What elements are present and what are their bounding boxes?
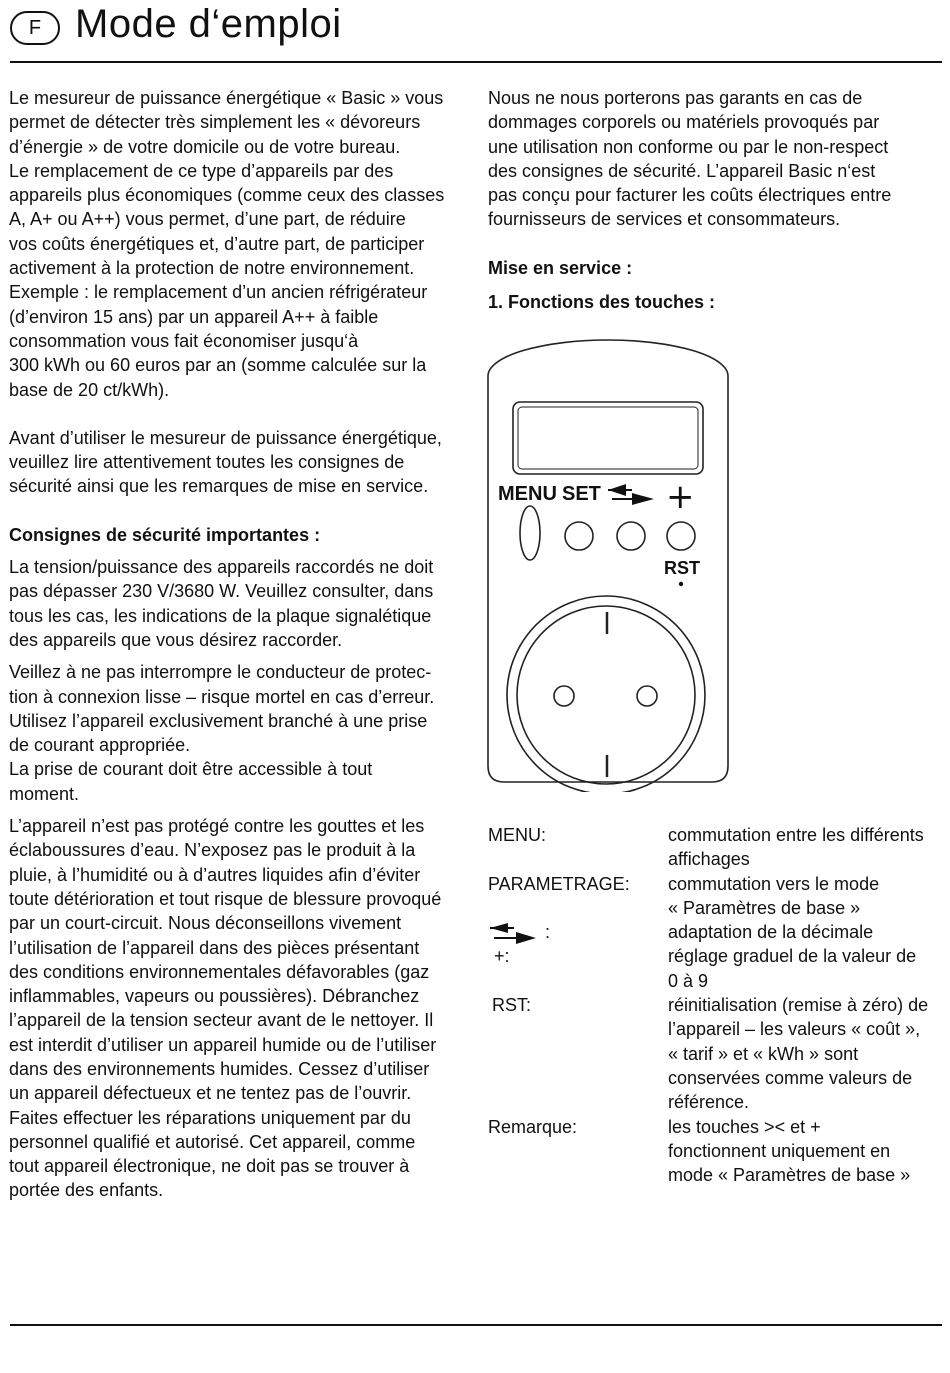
before-use-paragraph <box>9 426 474 499</box>
legend-term: : <box>545 922 551 943</box>
text-line: des appareils que vous désirez raccorder. <box>9 629 343 650</box>
text-line: dommages corporels ou matériels provoqués par <box>488 112 880 133</box>
text-line: permet de détecter très simplement les « dévoreurs <box>9 112 421 133</box>
text-line: des conditions environnementales défavorables (gaz <box>9 961 430 982</box>
legend-row-menu <box>488 823 948 872</box>
legend-desc-line: réglage graduel de la valeur de <box>668 946 917 967</box>
lcd-display <box>513 402 703 474</box>
plus-button <box>667 522 695 550</box>
text-line: Avant d’utiliser le mesureur de puissance énergétique, <box>9 427 442 448</box>
text-line: éclaboussures d’eau. N’exposez pas le produit à la <box>9 840 416 861</box>
text-line: activement à la protection de notre environnement. <box>9 258 415 279</box>
text-line: Utilisez l’appareil exclusivement branché à une prise <box>9 710 428 731</box>
liability-paragraph <box>488 86 943 232</box>
legend-desc-line: « Paramètres de base » <box>668 897 861 918</box>
text-line: appareils plus économiques (comme ceux des classes <box>9 185 445 206</box>
key-functions-heading: 1. Fonctions des touches : <box>488 292 716 313</box>
legend-desc-line: « tarif » et « kWh » sont <box>668 1043 859 1064</box>
legend-row-arrows <box>488 920 948 944</box>
text-line: de courant appropriée. <box>9 735 191 756</box>
language-badge: F <box>10 11 60 45</box>
decimal-arrows-icon <box>488 922 540 944</box>
text-line: veuillez lire attentivement toutes les consignes de <box>9 452 405 473</box>
header-rule <box>10 61 942 63</box>
rst-hole <box>679 582 683 586</box>
legend-desc-line: réinitialisation (remise à zéro) de <box>668 995 929 1016</box>
text-line: tion à connexion lisse – risque mortel en cas d’erreur. <box>9 686 435 707</box>
legend-desc-line: commutation entre les différents <box>668 825 924 845</box>
legend-desc-line: mode « Paramètres de base » <box>668 1165 911 1186</box>
text-line: l’appareil de la tension secteur avant de le nettoyer. Il <box>9 1010 434 1031</box>
set-button <box>565 522 593 550</box>
text-line: 300 kWh ou 60 euros par an (somme calculée sur la <box>9 355 427 376</box>
text-line: pas conçu pour facturer les coûts électriques entre <box>488 185 892 206</box>
text-line: par un court-circuit. Nous déconseillons vivement <box>9 913 402 934</box>
text-line: des consignes de sécurité. L’appareil Basic n‘est <box>488 160 876 181</box>
text-line: Nous ne nous porterons pas garants en cas de <box>488 88 863 108</box>
legend-desc-line: l’appareil – les valeurs « coût », <box>668 1019 921 1040</box>
legend-term: +: <box>494 946 510 967</box>
text-line: (d’environ 15 ans) par un appareil A++ à faible <box>9 306 379 327</box>
text-line: portée des enfants. <box>9 1180 164 1201</box>
menu-button <box>520 506 540 560</box>
setup-heading: Mise en service : <box>488 257 633 278</box>
legend-desc-line: conservées comme valeurs de <box>668 1067 913 1088</box>
decimal-button <box>617 522 645 550</box>
voltage-paragraph <box>9 555 474 652</box>
legend-row-param <box>488 872 948 921</box>
legend-term: MENU: <box>488 825 546 845</box>
legend-term: RST: <box>492 995 532 1016</box>
legend-desc-line: adaptation de la décimale <box>668 922 874 943</box>
text-line: sécurité ainsi que les remarques de mise en service. <box>9 476 429 497</box>
legend-desc-line: fonctionnent uniquement en <box>668 1140 891 1161</box>
text-line: toute détérioration et tout risque de blessure provoqué <box>9 888 442 909</box>
energy-meter-illustration <box>480 336 740 792</box>
text-line: base de 20 ct/kWh). <box>9 379 170 400</box>
text-line: vos coûts énergétiques et, d’autre part, de participer <box>9 233 425 254</box>
text-line: inflammables, vapeurs ou poussières). Débranchez <box>9 986 420 1007</box>
right-column <box>488 86 943 314</box>
text-line: moment. <box>9 783 80 804</box>
text-line: une utilisation non conforme ou par le non-respect <box>488 136 889 157</box>
legend-row-rst <box>488 993 948 1114</box>
set-label: SET <box>562 483 601 505</box>
text-line: consommation vous fait économiser jusqu‘à <box>9 330 359 351</box>
rst-label: RST <box>664 558 700 578</box>
legend-row-note <box>488 1115 948 1188</box>
water-paragraph <box>9 814 474 1203</box>
text-line: pluie, à l’humidité ou à d’autres liquides afin d’éviter <box>9 864 421 885</box>
text-line: pas dépasser 230 V/3680 W. Veuillez consulter, dans <box>9 581 434 602</box>
legend-desc-line: 0 à 9 <box>668 970 709 991</box>
page-title: Mode d‘emploi <box>75 2 342 46</box>
text-line: est interdit d’utiliser un appareil humide ou de l’utiliser <box>9 1034 437 1055</box>
legend-desc-line: référence. <box>668 1092 750 1113</box>
text-line: tout appareil électronique, ne doit pas se trouver à <box>9 1156 410 1177</box>
legend-term: Remarque: <box>488 1116 578 1137</box>
key-legend <box>488 823 948 1187</box>
text-line: Le mesureur de puissance énergétique « Basic » vous <box>9 88 444 108</box>
decimal-arrows-icon <box>608 484 654 505</box>
socket-pin-hole-right <box>637 686 657 706</box>
legend-row-plus <box>488 944 948 993</box>
text-line: Faites effectuer les réparations uniquement par du <box>9 1107 411 1128</box>
legend-term: PARAMETRAGE: <box>488 873 630 894</box>
text-line: Le remplacement de ce type d’appareils par des <box>9 160 394 181</box>
text-line: un appareil défectueux et ne tentez pas de l’ouvrir. <box>9 1083 412 1104</box>
text-line: fournisseurs de services et consommateurs. <box>488 209 841 230</box>
text-line: La prise de courant doit être accessible à tout <box>9 759 373 780</box>
legend-desc-line: commutation vers le mode <box>668 873 880 894</box>
safety-heading: Consignes de sécurité importantes : <box>9 524 321 545</box>
legend-desc-line: affichages <box>668 849 750 870</box>
socket-pin-hole-left <box>554 686 574 706</box>
intro-paragraph <box>9 86 474 402</box>
text-line: La tension/puissance des appareils raccordés ne doit <box>9 557 434 578</box>
text-line: L’appareil n’est pas protégé contre les gouttes et les <box>9 816 425 837</box>
text-line: Exemple : le remplacement d’un ancien réfrigérateur <box>9 282 428 303</box>
left-column <box>9 86 474 1203</box>
text-line: personnel qualifié et autorisé. Cet appareil, comme <box>9 1131 416 1152</box>
legend-desc-line: les touches >< et + <box>668 1116 821 1137</box>
text-line: A, A+ ou A++) vous permet, d’une part, de réduire <box>9 209 406 230</box>
text-line: Veillez à ne pas interrompre le conducteur de protec- <box>9 662 432 683</box>
menu-label: MENU <box>498 483 557 505</box>
page-header <box>0 0 950 64</box>
conductor-paragraph <box>9 660 474 806</box>
text-line: d’énergie » de votre domicile ou de votre bureau. <box>9 136 401 157</box>
text-line: dans des environnements humides. Cessez d’utiliser <box>9 1058 430 1079</box>
text-line: tous les cas, les indications de la plaque signalétique <box>9 605 432 626</box>
plus-label: + <box>666 477 695 517</box>
text-line: l’utilisation de l’appareil dans des pièces présentant <box>9 937 420 958</box>
footer-rule <box>10 1324 942 1326</box>
